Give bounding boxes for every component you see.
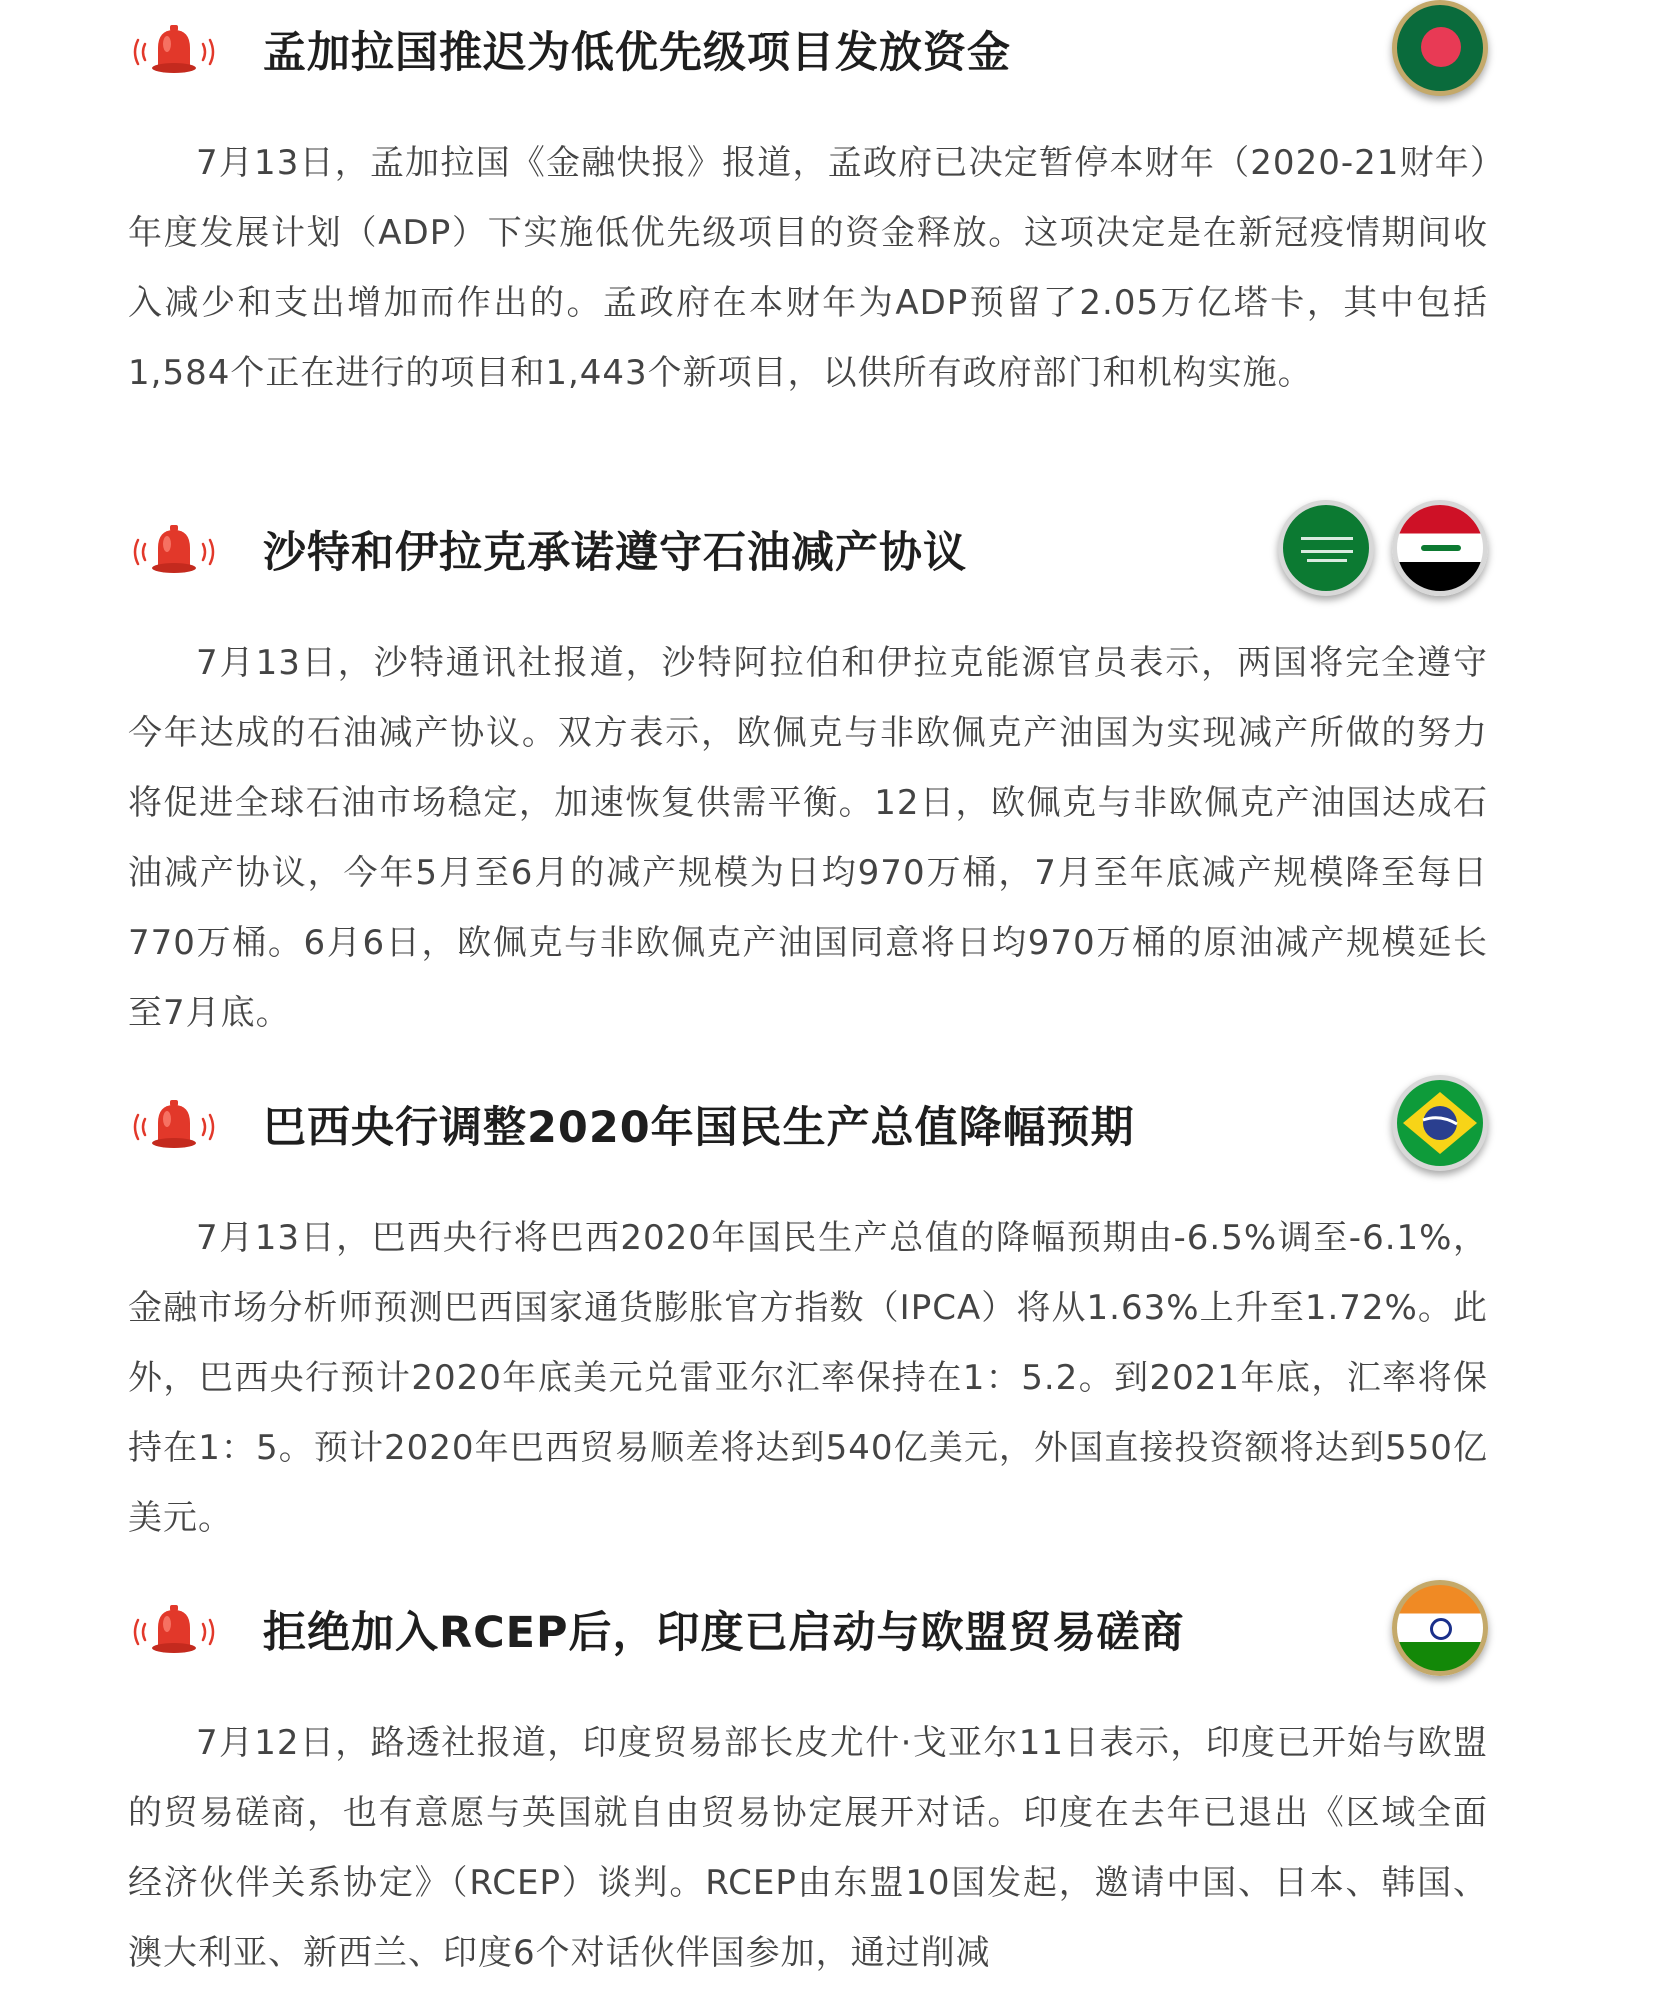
article-body: 7月13日，孟加拉国《金融快报》报道，孟政府已决定暂停本财年（2020-21财年）年度发展计划（ADP）下实施低优先级项目的资金释放。这项决定是在新冠疫情期间收入减少和支出增加而作出的。孟政府在本财年为ADP预留了2.05万亿塔卡，其中包括1,584个正在进行的项目和1,443个新项目，以供所有政府部门和机构实施。: [128, 143, 1488, 393]
article-body: 7月12日，路透社报道，印度贸易部长皮尤什·戈亚尔11日表示，印度已开始与欧盟的贸易磋商，也有意愿与英国就自由贸易协定展开对话。印度在去年已退出《区域全面经济伙伴关系协定》（RCEP）谈判。RCEP由东盟10国发起，邀请中国、日本、韩国、澳大利亚、新西兰、印度6个对话伙伴国参加，通过削减: [128, 1723, 1488, 1973]
alarm-bell-icon: [128, 522, 220, 582]
saudi-arabia-flag-icon: [1278, 500, 1374, 596]
flag-group: [1392, 0, 1488, 100]
brazil-flag-icon: [1392, 1075, 1488, 1171]
article-body: 7月13日，巴西央行将巴西2020年国民生产总值的降幅预期由-6.5%调至-6.1%，金融市场分析师预测巴西国家通货膨胀官方指数（IPCA）将从1.63%上升至1.72%。此外，巴西央行预计2020年底美元兑雷亚尔汇率保持在1：5.2。到2021年底，汇率将保持在1：5。预计2020年巴西贸易顺差将达到540亿美元，外国直接投资额将达到550亿美元。: [128, 1218, 1488, 1538]
bangladesh-flag-icon: [1392, 0, 1488, 96]
article-india: [128, 1580, 1488, 1988]
india-flag-icon: [1392, 1580, 1488, 1676]
article-header: [128, 1580, 1488, 1690]
alarm-bell-icon: [128, 1602, 220, 1662]
flag-group: [1392, 1580, 1488, 1680]
article-header: [128, 0, 1488, 110]
article-title: 沙特和伊拉克承诺遵守石油减产协议: [263, 528, 967, 578]
alarm-bell-icon: [128, 22, 220, 82]
article-header: [128, 500, 1488, 610]
article-bangladesh: [128, 0, 1488, 408]
flag-group: [1278, 500, 1488, 600]
iraq-flag-icon: [1392, 500, 1488, 596]
article-title: 孟加拉国推迟为低优先级项目发放资金: [263, 28, 1011, 78]
article-header: [128, 1075, 1488, 1185]
alarm-bell-icon: [128, 1097, 220, 1157]
flag-group: [1392, 1075, 1488, 1175]
article-saudi-iraq: [128, 500, 1488, 1048]
article-brazil: [128, 1075, 1488, 1553]
article-body: 7月13日，沙特通讯社报道，沙特阿拉伯和伊拉克能源官员表示，两国将完全遵守今年达成的石油减产协议。双方表示，欧佩克与非欧佩克产油国为实现减产所做的努力将促进全球石油市场稳定，加速恢复供需平衡。12日，欧佩克与非欧佩克产油国达成石油减产协议，今年5月至6月的减产规模为日均970万桶，7月至年底减产规模降至每日770万桶。6月6日，欧佩克与非欧佩克产油国同意将日均970万桶的原油减产规模延长至7月底。: [128, 643, 1488, 1033]
article-title: 巴西央行调整2020年国民生产总值降幅预期: [263, 1103, 1135, 1153]
article-title: 拒绝加入RCEP后，印度已启动与欧盟贸易磋商: [263, 1608, 1185, 1658]
